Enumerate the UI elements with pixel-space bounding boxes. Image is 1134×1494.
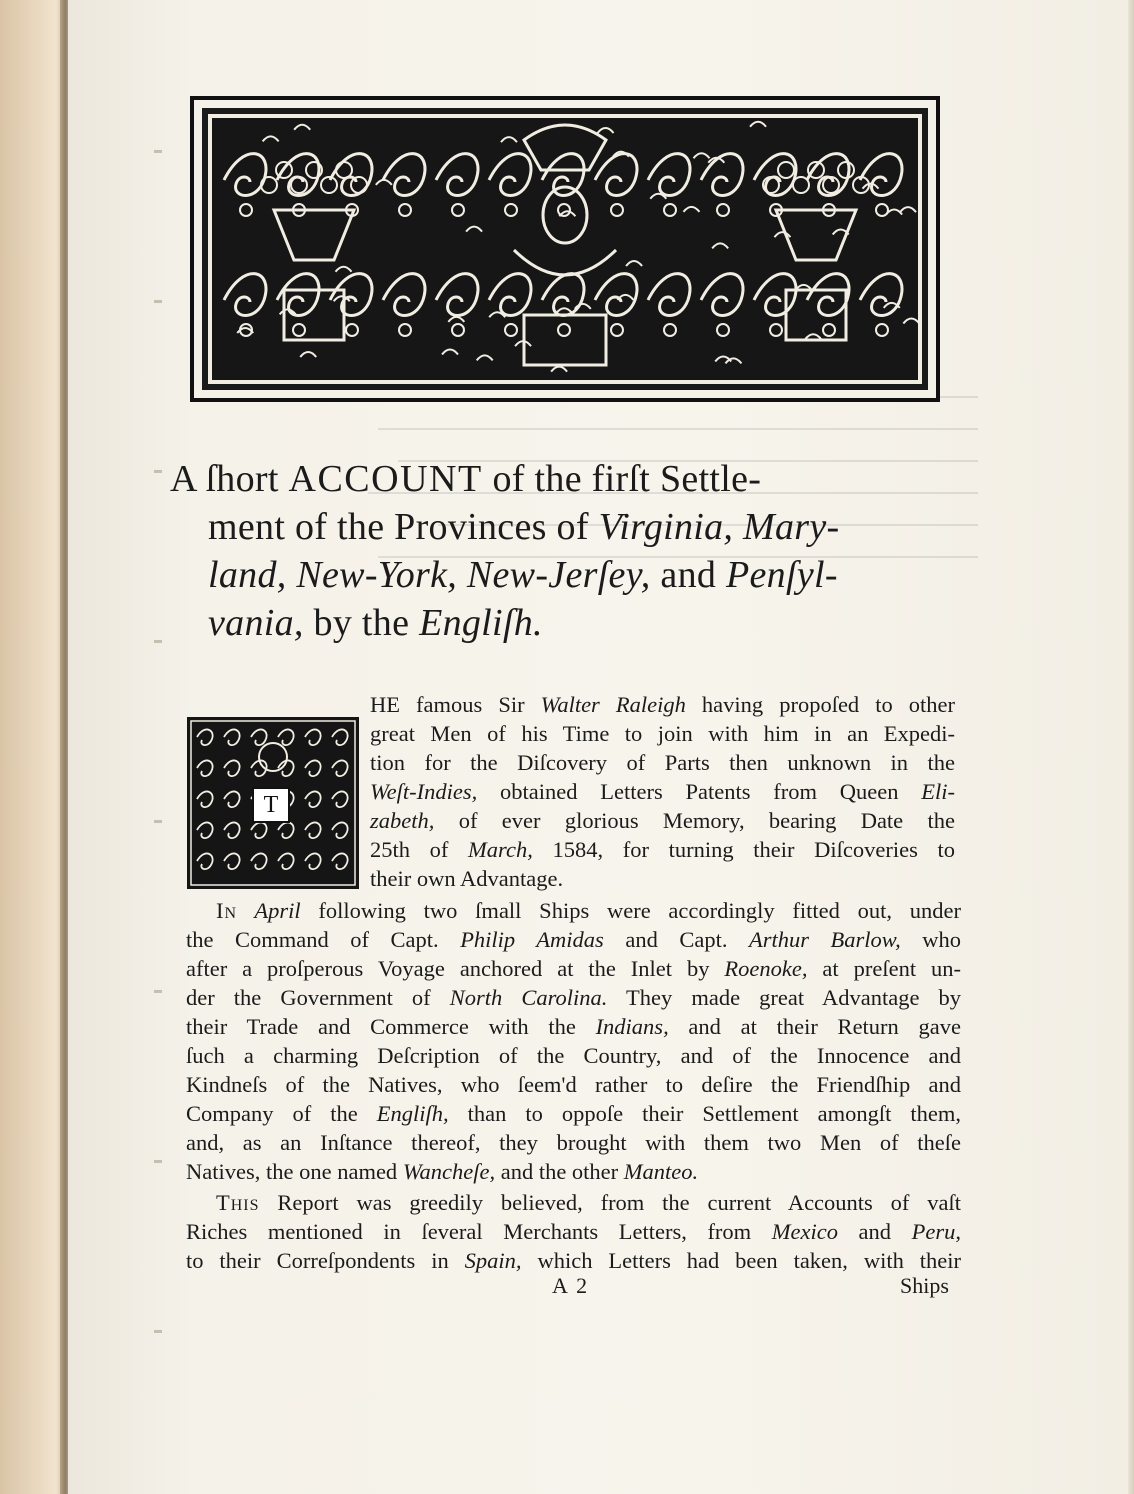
text-line: der the Government of North Carolina. They made great Advantage by xyxy=(186,985,961,1010)
title-line-4 xyxy=(170,599,543,647)
headpiece-art xyxy=(194,100,936,398)
title-text: Virginia, Mary- xyxy=(598,506,840,548)
title-line-3 xyxy=(170,551,838,599)
title-text: and xyxy=(650,554,726,596)
title-text: A ſhort xyxy=(170,458,289,500)
text-line: Riches mentioned in ſeveral Merchants Letters, from Mexico and Peru, xyxy=(186,1219,961,1244)
text-line: ſuch a charming Deſcription of the Country, and of the Innocence and xyxy=(186,1043,961,1068)
page-title xyxy=(170,455,970,647)
text-line: their Trade and Commerce with the Indians, and at their Return gave xyxy=(186,1014,961,1039)
title-text: Engliſh. xyxy=(419,602,543,644)
text-line: In April following two ſmall Ships were accordingly fitted out, under xyxy=(216,898,961,923)
facing-page-edge xyxy=(0,0,66,1494)
text-line: great Men of his Time to join with him in an Expedi- xyxy=(370,721,955,746)
text-line: Weſt-Indies, obtained Letters Patents from Queen Eli- xyxy=(370,779,955,804)
text-line: the Command of Capt. Philip Amidas and Capt. Arthur Barlow, who xyxy=(186,927,962,952)
title-text: Penſyl- xyxy=(725,554,838,596)
title-text: vania, xyxy=(208,602,304,644)
text-line: zabeth, of ever glorious Memory, bearing Date the xyxy=(370,808,955,833)
catchword: Ships xyxy=(900,1273,949,1298)
title-text: ACCOUNT xyxy=(288,458,483,500)
title-text: ment of the Provinces of xyxy=(208,506,599,548)
text-line: Company of the Engliſh, than to oppoſe their Settlement amongſt them, xyxy=(186,1101,961,1126)
page-fore-edge xyxy=(1128,0,1134,1494)
text-line: to their Correſpondents in Spain, which Letters had been taken, with their xyxy=(186,1248,961,1273)
text-line: after a proſperous Voyage anchored at the Inlet by Roenoke, at preſent un- xyxy=(186,956,961,981)
text-line: Kindneſs of the Natives, who ſeem'd rather to deſire the Friendſhip and xyxy=(186,1072,961,1097)
text-line: 25th of March, 1584, for turning their Diſcoveries to xyxy=(370,837,955,862)
paragraph-2 xyxy=(186,896,961,1186)
paragraph-1 xyxy=(370,690,955,893)
text-line: tion for the Diſcovery of Parts then unknown in the xyxy=(370,750,955,775)
initial-letter: T xyxy=(252,787,290,823)
paragraph-3 xyxy=(186,1188,961,1275)
text-line: Natives, the one named Wancheſe, and the other Manteo. xyxy=(186,1159,699,1184)
text-line: HE famous Sir Walter Raleigh having propoſed to other xyxy=(370,692,956,717)
text-line: and, as an Inſtance thereof, they brought with them two Men of theſe xyxy=(186,1130,961,1155)
title-line-1 xyxy=(170,458,761,500)
decorated-initial xyxy=(187,717,359,889)
title-line-2 xyxy=(170,503,840,551)
title-text: by the xyxy=(303,602,420,644)
title-text: land, New-York, New-Jerſey, xyxy=(208,554,651,596)
title-text: of the firſt Settle- xyxy=(482,458,762,500)
signature-mark: A 2 xyxy=(552,1273,590,1298)
text-line: This Report was greedily believed, from the current Accounts of vaſt xyxy=(216,1190,961,1215)
ornamental-headpiece-engraving xyxy=(190,96,940,402)
text-line: their own Advantage. xyxy=(370,866,564,891)
